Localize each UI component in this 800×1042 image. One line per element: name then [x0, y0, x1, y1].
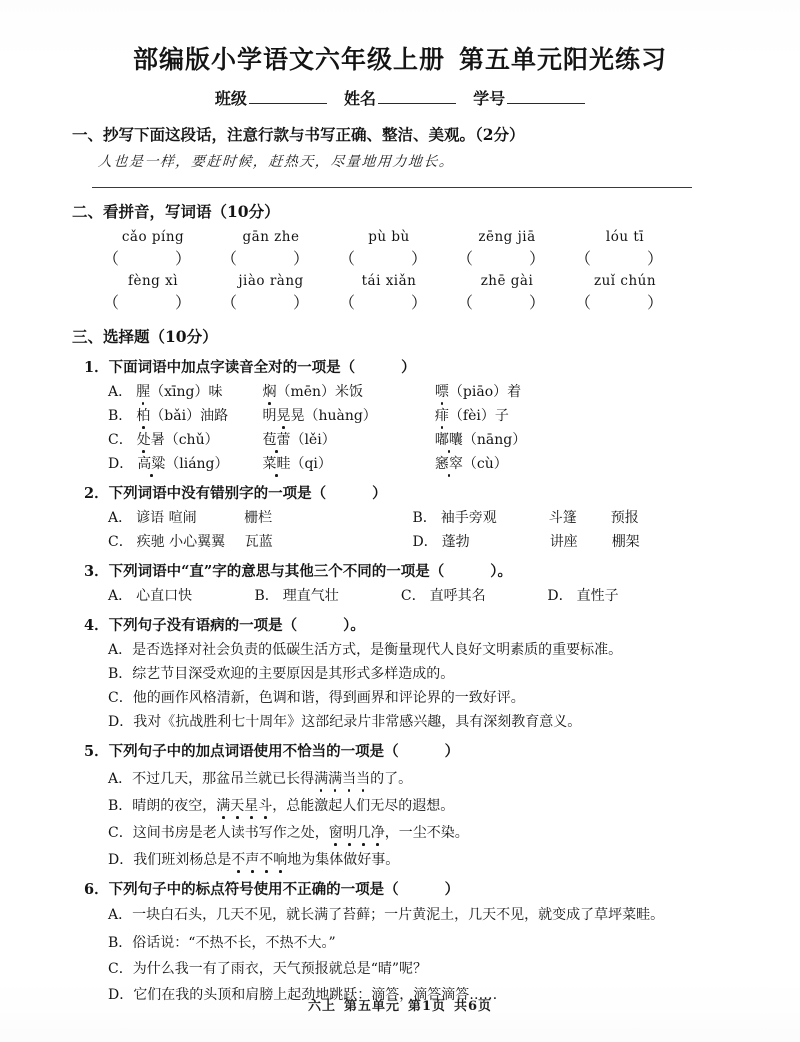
- option-word-2: 栅栏: [244, 510, 273, 526]
- dotted-char: 苞蕾: [262, 429, 290, 449]
- answer-bracket[interactable]: （ ）: [338, 293, 428, 312]
- dotted-char: 痱: [435, 405, 449, 425]
- answer-bracket[interactable]: （ ）: [574, 249, 664, 268]
- option-row: [72, 429, 734, 449]
- answer-bracket[interactable]: （ ）: [338, 249, 428, 268]
- question-close: ）: [372, 485, 387, 502]
- option-label: C．: [108, 961, 133, 977]
- pinyin-cell: jiào ràng: [238, 273, 304, 289]
- option-label: C．: [400, 588, 426, 604]
- dotted-char: 当: [356, 768, 370, 788]
- option-word-3: 棚架: [611, 534, 640, 550]
- option-word-2: 讲座: [549, 534, 578, 550]
- pinyin-row: [72, 273, 734, 289]
- option-label: B．: [412, 510, 437, 526]
- title-main: 部编版小学语文六年级上册: [132, 45, 445, 74]
- dotted-char: 处: [137, 429, 151, 449]
- dotted-phrase: [329, 825, 385, 841]
- pinyin-row: [72, 229, 734, 245]
- option-a[interactable]: [108, 585, 250, 605]
- option-label: B．: [254, 588, 279, 604]
- option-c[interactable]: [108, 531, 408, 551]
- option-text: 直呼其名: [429, 588, 486, 604]
- answer-bracket[interactable]: （ ）: [220, 249, 310, 268]
- option-b-part2[interactable]: [262, 405, 430, 425]
- dotted-char: 星: [244, 795, 258, 815]
- footer-total: 共6页: [454, 999, 493, 1014]
- option-text-post: 的了。: [370, 771, 413, 787]
- question-stem: [72, 356, 734, 377]
- option-label: C．: [108, 534, 133, 550]
- page-footer: [0, 995, 800, 1014]
- option-a[interactable]: [72, 768, 734, 788]
- option-text-pre: 不过几天，那盆吊兰就已长得: [132, 771, 315, 787]
- option-d[interactable]: [412, 531, 712, 551]
- class-blank[interactable]: [249, 90, 327, 104]
- section-1-writing-rule[interactable]: [92, 187, 692, 188]
- option-text: （lěi）: [290, 432, 336, 448]
- answer-bracket[interactable]: （ ）: [102, 293, 192, 312]
- option-text: 综艺节目深受欢迎的主要原因是其形式多样造成的。: [132, 666, 455, 682]
- dotted-char: 焖: [262, 381, 276, 401]
- pinyin-cell: gān zhe: [242, 229, 300, 245]
- question-stem: [72, 482, 734, 503]
- pinyin-cell: fèng xì: [127, 273, 179, 289]
- answer-bracket-row: [72, 290, 734, 313]
- option-text: 我对《抗战胜利七十周年》这部纪录片非常感兴趣，具有深刻教育意义。: [133, 714, 582, 730]
- option-text: （bǎi）油路: [150, 408, 229, 424]
- question-4: [72, 614, 734, 731]
- option-label: B．: [108, 408, 133, 424]
- option-d-part3[interactable]: [435, 453, 508, 473]
- dotted-char: 满: [328, 768, 342, 788]
- dotted-char: 嘌: [435, 381, 449, 401]
- option-text: （huàng）: [304, 408, 377, 424]
- dotted-char: 满: [314, 768, 328, 788]
- option-text-pre: 这间书房是老人读书写作之处，: [132, 825, 329, 841]
- option-a[interactable]: [108, 381, 258, 401]
- question-5: [72, 740, 734, 869]
- option-d[interactable]: [108, 453, 258, 473]
- option-b[interactable]: [72, 932, 734, 952]
- pinyin-cell: pù bù: [368, 229, 410, 245]
- answer-bracket[interactable]: （ ）: [102, 249, 192, 268]
- section-3-heading: 三、选择题（10分）: [72, 327, 218, 346]
- dotted-char: 满: [216, 795, 230, 815]
- option-label: B．: [108, 935, 133, 951]
- footer-page: 第1页: [407, 999, 447, 1014]
- option-text: 暑（chǔ）: [150, 432, 219, 448]
- option-b[interactable]: [72, 663, 734, 683]
- dotted-char: 窗: [329, 822, 343, 842]
- answer-bracket-row: [72, 246, 734, 269]
- option-a[interactable]: [72, 639, 734, 659]
- option-text: （qi）: [290, 456, 332, 472]
- question-text: 下列句子没有语病的一项是（: [108, 617, 298, 634]
- name-field[interactable]: [344, 86, 456, 109]
- class-label: 班级: [214, 89, 247, 108]
- dotted-char: 响: [273, 849, 287, 869]
- option-text: （liáng）: [165, 456, 229, 472]
- option-word-2: 瓦蓝: [244, 534, 273, 550]
- option-text: 为什么我一有了雨衣，天气预报就总是“晴”呢？: [132, 961, 428, 977]
- option-a[interactable]: [72, 905, 698, 926]
- option-text: 心直口快: [136, 588, 193, 604]
- number-label: 学号: [473, 89, 506, 108]
- footer-unit: 第五单元: [343, 999, 400, 1014]
- option-row: [72, 507, 734, 527]
- dotted-char: 嘟囔: [435, 429, 463, 449]
- section-1-copy-text: 人也是一样，要赶时候，赶热天，尽量地用力地长。: [97, 154, 455, 170]
- option-a[interactable]: [108, 507, 408, 527]
- question-6: [72, 878, 734, 1004]
- option-label: C．: [108, 825, 133, 841]
- option-text: 是否选择对社会负责的低碳生活方式，是衡量现代人良好文明素质的重要标准。: [132, 642, 623, 658]
- question-stem: [72, 878, 734, 899]
- number-blank[interactable]: [507, 90, 585, 104]
- question-text: 下列句子中的标点符号使用不正确的一项是（: [108, 881, 399, 898]
- question-2: [72, 482, 734, 551]
- option-label: D．: [108, 852, 134, 868]
- option-label: A．: [108, 510, 133, 526]
- dotted-phrase: [216, 798, 272, 814]
- option-label: A．: [108, 907, 133, 923]
- option-label: B．: [108, 798, 133, 814]
- option-a-part2[interactable]: [262, 381, 430, 401]
- option-label: D．: [108, 987, 134, 1003]
- question-number: 1．: [84, 359, 109, 376]
- option-row: [72, 531, 734, 551]
- pinyin-block: [72, 229, 734, 313]
- option-c[interactable]: [72, 822, 734, 842]
- question-close: ）: [444, 881, 460, 898]
- answer-bracket[interactable]: （ ）: [574, 293, 664, 312]
- question-stem: [72, 614, 734, 635]
- answer-bracket[interactable]: （ ）: [220, 293, 310, 312]
- option-c[interactable]: [108, 429, 258, 449]
- option-label: D．: [412, 534, 438, 550]
- dotted-char: 柏: [136, 405, 150, 425]
- option-text: （fèi）子: [448, 408, 509, 424]
- option-c[interactable]: [401, 585, 543, 605]
- option-b[interactable]: [72, 795, 734, 815]
- option-text: （mēn）米饭: [276, 384, 364, 400]
- dotted-char: 窸窣: [435, 453, 463, 473]
- option-c[interactable]: [72, 687, 734, 707]
- option-label: D．: [108, 714, 134, 730]
- option-c-part3[interactable]: [435, 429, 526, 449]
- student-info-row: [0, 86, 800, 109]
- question-number: 5．: [84, 743, 109, 760]
- option-b[interactable]: [108, 405, 258, 425]
- question-text: 下列句子中的加点词语使用不恰当的一项是（: [108, 743, 399, 760]
- question-number: 3．: [84, 563, 109, 580]
- question-number: 2．: [84, 485, 109, 502]
- option-word-3: 预报: [610, 510, 639, 526]
- option-word-1: 疾驰 小心翼翼: [136, 534, 226, 550]
- option-word-1: 袖手旁观: [440, 510, 497, 526]
- option-text-post: ，一尘不染。: [384, 825, 469, 841]
- question-1: [72, 356, 734, 473]
- option-text-pre: 我们班刘杨总是: [133, 852, 232, 868]
- option-d-part2[interactable]: [262, 453, 430, 473]
- option-label: A．: [108, 771, 133, 787]
- class-field[interactable]: [215, 86, 327, 109]
- dotted-char: 菜畦: [262, 453, 290, 473]
- option-d[interactable]: [72, 849, 734, 869]
- question-text: 下面词语中加点字读音全对的一项是（: [108, 359, 356, 376]
- option-text: （xīng）味: [150, 384, 223, 400]
- pinyin-cell: zhē gài: [480, 273, 534, 289]
- dotted-char: 不: [259, 849, 273, 869]
- dotted-char: 明: [343, 822, 357, 842]
- option-word-1: 蓬勃: [441, 534, 470, 550]
- question-text: 下列词语中“直”字的意思与其他三个不同的一项是（: [108, 563, 445, 580]
- option-text: （piāo）着: [448, 384, 522, 400]
- option-text: （nāng）: [462, 432, 527, 448]
- option-a-part3[interactable]: [435, 381, 521, 401]
- question-close: ）: [444, 743, 460, 760]
- option-row: [72, 381, 734, 401]
- question-text: 下列词语中没有错别字的一项是（: [108, 485, 327, 502]
- option-row: [72, 585, 734, 605]
- option-label: A．: [108, 588, 133, 604]
- dotted-char: 腥: [136, 381, 150, 401]
- question-stem: [72, 740, 734, 761]
- dotted-char: 当: [342, 768, 356, 788]
- option-b[interactable]: [412, 507, 712, 527]
- dotted-char: 明晃晃: [262, 405, 304, 425]
- answer-bracket[interactable]: （ ）: [456, 293, 546, 312]
- option-text: 理直气壮: [282, 588, 339, 604]
- option-label: C．: [108, 690, 133, 706]
- option-label: D．: [547, 588, 573, 604]
- question-3: [72, 560, 734, 605]
- option-label: A．: [108, 642, 133, 658]
- option-text-post: ，总能激起人们无尽的遐想。: [272, 798, 455, 814]
- option-c[interactable]: [72, 958, 734, 978]
- option-text: 直性子: [576, 588, 619, 604]
- option-d[interactable]: [72, 711, 734, 731]
- pinyin-cell: zuǐ chún: [593, 273, 657, 289]
- section-2-heading: 二、看拼音，写词语（10分）: [72, 202, 280, 221]
- answer-bracket[interactable]: （ ）: [456, 249, 546, 268]
- pinyin-cell: zēng jiā: [478, 229, 536, 245]
- question-stem: [72, 560, 734, 581]
- dotted-char: 斗: [258, 795, 272, 815]
- dotted-phrase: [314, 771, 370, 787]
- dotted-char: 声: [245, 849, 259, 869]
- question-number: 4．: [84, 617, 109, 634]
- option-text-post: 地为集体做好事。: [287, 852, 400, 868]
- option-text: 俗话说：“不热不长，不热不大。”: [132, 935, 336, 951]
- option-row: [72, 405, 734, 425]
- name-blank[interactable]: [378, 90, 456, 104]
- option-label: A．: [108, 384, 133, 400]
- question-number: 6．: [84, 881, 109, 898]
- option-label: C．: [108, 432, 133, 448]
- name-label: 姓名: [343, 89, 376, 108]
- option-d[interactable]: [547, 585, 689, 605]
- dotted-phrase: [231, 852, 287, 868]
- question-close: ）。: [343, 617, 365, 634]
- option-text: （cù）: [462, 456, 508, 472]
- option-word-2: 斗篷: [548, 510, 577, 526]
- option-row: [72, 453, 734, 473]
- footer-grade: 六上: [307, 999, 336, 1014]
- page-title: [0, 0, 800, 76]
- pinyin-cell: lóu tī: [605, 229, 645, 245]
- number-field[interactable]: [473, 86, 585, 109]
- dotted-char: 几: [357, 822, 371, 842]
- option-b[interactable]: [254, 585, 396, 605]
- dotted-char: 高粱: [137, 453, 165, 473]
- option-label: D．: [108, 456, 134, 472]
- dotted-char: 天: [230, 795, 244, 815]
- option-word-1: 谚语 喧闹: [136, 510, 197, 526]
- question-close: ）。: [490, 563, 513, 580]
- option-b-part3[interactable]: [435, 405, 509, 425]
- option-text-pre: 晴朗的夜空，: [132, 798, 217, 814]
- title-sub: 第五单元阳光练习: [459, 45, 668, 74]
- option-c-part2[interactable]: [262, 429, 430, 449]
- option-text: 它们在我的头顶和肩膀上起劲地跳跃：滴答，滴答滴答……: [133, 987, 498, 1003]
- question-close: ）: [401, 359, 416, 376]
- option-label: B．: [108, 666, 133, 682]
- section-1-heading: 一、抄写下面这段话，注意行款与书写正确、整洁、美观。（2分）: [72, 125, 525, 144]
- dotted-char: 不: [231, 849, 245, 869]
- option-text: 一块白石头，几天不见，就长满了苔藓；一片黄泥土，几天不见，就变成了草坪菜畦。: [132, 907, 665, 923]
- dotted-char: 净: [371, 822, 385, 842]
- option-text: 他的画作风格清新，色调和谐，得到画界和评论界的一致好评。: [132, 690, 525, 706]
- pinyin-cell: tái xiǎn: [361, 273, 417, 289]
- pinyin-cell: cǎo píng: [121, 229, 185, 245]
